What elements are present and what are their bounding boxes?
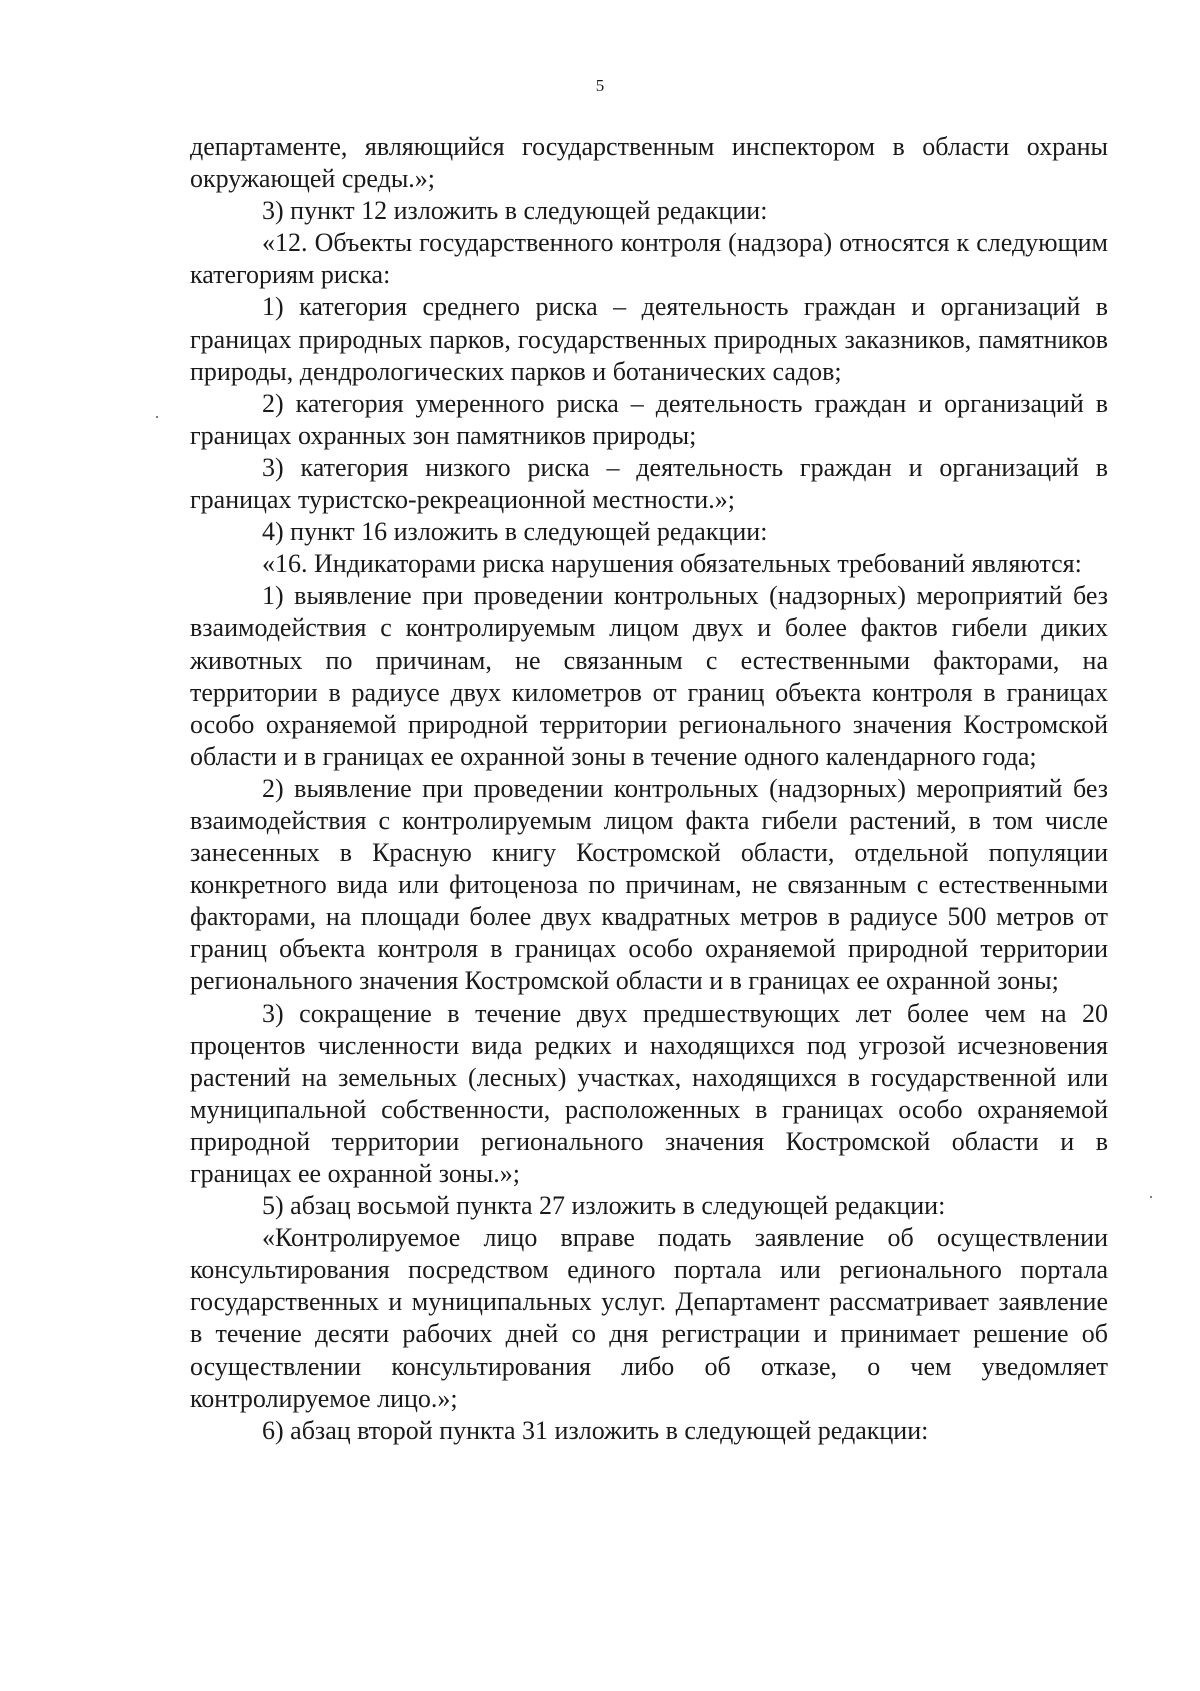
scan-speck: [1150, 1196, 1152, 1198]
paragraph-item-5-amendment: 5) абзац восьмой пункта 27 изложить в следующей редакции:: [262, 1191, 946, 1221]
paragraph-item-4-amendment: 4) пункт 16 изложить в следующей редакции:: [262, 517, 768, 547]
paragraph-item-6-amendment: 6) абзац второй пункта 31 изложить в следующей редакции:: [262, 1415, 929, 1445]
paragraph-indicator-1: 1) выявление при проведении контрольных (надзорных) мероприятий без взаимодействия с контролируемым лицом двух и более фактов гибели диких животных по причинам, не связанным с естественными факторами, на территории в радиусе двух километров от границ объекта контроля в границах особо охраняемой природной территории регионального значения Костромской области и в границах ее охранной зоны в течение одного календарного года;: [190, 581, 1108, 771]
paragraph-risk-low: 3) категория низкого риска – деятельность граждан и организаций в границах туристско-рекреационной местности.»;: [190, 452, 1108, 515]
paragraph-point-12: «12. Объекты государственного контроля (надзора) относятся к следующим категориям риска:: [190, 228, 1108, 290]
paragraph-risk-moderate: 2) категория умеренного риска – деятельность граждан и организаций в границах охранных зон памятников природы;: [190, 388, 1108, 450]
paragraph-item-3-amendment: 3) пункт 12 изложить в следующей редакции:: [262, 196, 768, 226]
paragraph-indicator-2: 2) выявление при проведении контрольных (надзорных) мероприятий без взаимодействия с контролируемым лицом факта гибели растений, в том числе занесенных в Красную книгу Костромской области, отдельной популяции конкретного вида или фитоценоза по причинам, не связанным с естественными факторами, на площади более двух квадратных метров в радиусе 500 метров от границ объекта контроля в границах особо охраняемой природной территории регионального значения Костромской области и в границах ее охранной зоны;: [190, 773, 1108, 996]
paragraph-risk-medium: 1) категория среднего риска – деятельность граждан и организаций в границах природных парков, государственных природных заказников, памятников природы, дендрологических парков и ботанических садов;: [190, 292, 1108, 386]
paragraph-continuation: департаменте, являющийся государственным инспектором в области охраны окружающей среды.»;: [190, 132, 1108, 194]
paragraph-point-16: «16. Индикаторами риска нарушения обязательных требований являются:: [262, 549, 1082, 579]
scan-speck: [156, 416, 158, 418]
page-number: 5: [595, 76, 605, 95]
document-body: [190, 131, 1108, 1447]
paragraph-indicator-3: 3) сокращение в течение двух предшествующих лет более чем на 20 процентов численности вида редких и находящихся под угрозой исчезновения растений на земельных (лесных) участках, находящихся в государственной или муниципальной собственности, расположенных в границах особо охраняемой природной территории регионального значения Костромской области и в границах ее охранной зоны.»;: [190, 998, 1108, 1188]
paragraph-point-27-text: «Контролируемое лицо вправе подать заявление об осуществлении консультирования посредством единого портала или регионального портала государственных и муниципальных услуг. Департамент рассматривает заявление в течение десяти рабочих дней со дня регистрации и принимает решение об осуществлении консультирования либо об отказе, о чем уведомляет контролируемое лицо.»;: [190, 1223, 1108, 1413]
